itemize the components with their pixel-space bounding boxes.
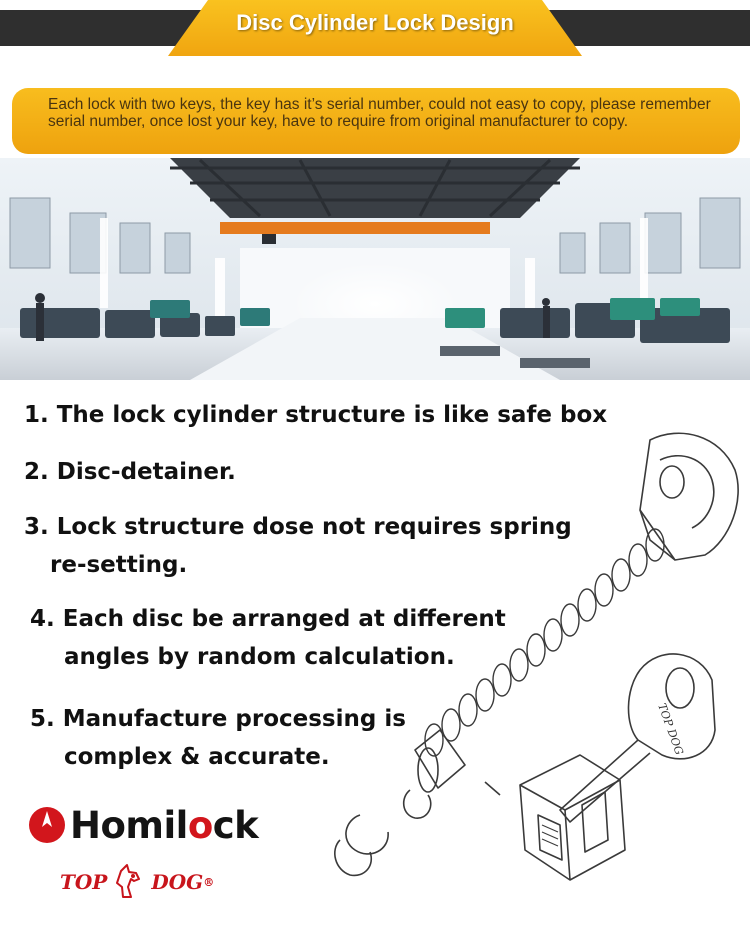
brand-name-part: ck [212, 803, 259, 847]
dog-icon [109, 863, 149, 901]
feature-text: 2. Disc-detainer. [24, 459, 236, 485]
feature-item [24, 508, 572, 584]
feature-item [30, 700, 406, 776]
feature-text-continued: re-setting. [50, 552, 188, 578]
factory-photo [0, 158, 750, 380]
feature-text: 3. Lock structure dose not requires spring [24, 514, 572, 540]
feature-text: 1. The lock cylinder structure is like safe box [24, 402, 608, 428]
feature-text-continued: angles by random calculation. [64, 644, 455, 670]
brand-name-highlight: o [187, 803, 213, 847]
topdog-text-right: DOG [151, 870, 204, 894]
topdog-text-left: TOP [60, 870, 108, 894]
topdog-logo [60, 862, 214, 902]
notice-banner [12, 88, 740, 154]
page-title: Disc Cylinder Lock Design [236, 10, 514, 35]
homilock-logo [28, 800, 258, 850]
feature-text-continued: complex & accurate. [64, 744, 330, 770]
notice-text: Each lock with two keys, the key has it’s serial number, could not easy to copy, please remember serial number, once lost your key, have to require from original manufacturer to copy. [48, 96, 711, 130]
feature-item [24, 396, 607, 434]
registered-mark: ® [203, 875, 215, 889]
homilock-logo-icon [28, 806, 66, 844]
feature-text: 4. Each disc be arranged at different [30, 606, 506, 632]
feature-item [30, 600, 506, 676]
brand-name [70, 804, 258, 847]
key-engraving: TOP DOG [655, 701, 686, 757]
feature-text: 5. Manufacture processing is [30, 706, 406, 732]
brand-name-part: Homil [70, 803, 188, 847]
feature-item [24, 453, 236, 491]
